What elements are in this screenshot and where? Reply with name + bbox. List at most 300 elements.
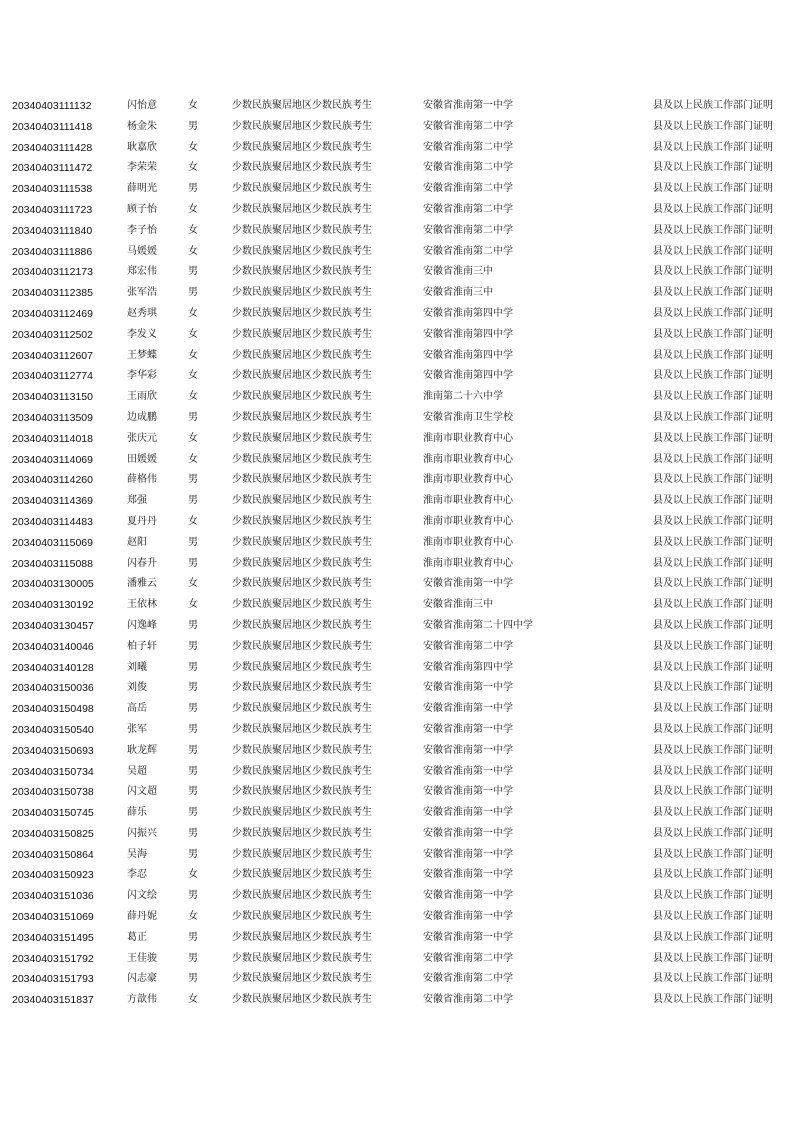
cell-name: 张庆元 xyxy=(127,432,157,444)
cell-school: 安徽省淮南第一中学 xyxy=(423,827,513,839)
cell-school: 安徽省淮南第二中学 xyxy=(423,245,513,257)
table-row xyxy=(0,221,794,242)
cell-school: 淮南市职业教育中心 xyxy=(423,453,513,465)
cell-category: 少数民族聚居地区少数民族考生 xyxy=(232,703,372,715)
cell-name: 闪怡意 xyxy=(127,100,157,111)
cell-name: 耿龙辉 xyxy=(127,744,157,756)
cell-school: 淮南市职业教育中心 xyxy=(423,474,513,486)
cell-school: 淮南市职业教育中心 xyxy=(423,495,513,507)
cell-school: 安徽省淮南第四中学 xyxy=(423,307,513,319)
table-row xyxy=(0,845,794,866)
cell-proof: 县及以上民族工作部门证明 xyxy=(653,307,773,319)
cell-school: 淮南市职业教育中心 xyxy=(423,432,513,444)
cell-exam-id: 20340403111723 xyxy=(12,203,93,216)
cell-category: 少数民族聚居地区少数民族考生 xyxy=(232,411,372,423)
cell-proof: 县及以上民族工作部门证明 xyxy=(653,786,773,798)
cell-name: 薛明光 xyxy=(127,183,157,195)
cell-school: 安徽省淮南第二中学 xyxy=(423,162,513,174)
cell-category: 少数民族聚居地区少数民族考生 xyxy=(232,744,372,756)
cell-sex: 女 xyxy=(188,391,198,403)
cell-school: 安徽省淮南第一中学 xyxy=(423,807,513,819)
cell-proof: 县及以上民族工作部门证明 xyxy=(653,120,773,132)
cell-exam-id: 20340403150036 xyxy=(12,682,94,695)
table-row xyxy=(0,969,794,990)
cell-proof: 县及以上民族工作部门证明 xyxy=(653,682,773,694)
cell-school: 安徽省淮南第四中学 xyxy=(423,349,513,361)
cell-sex: 女 xyxy=(188,453,198,465)
table-row xyxy=(0,283,794,304)
table-row xyxy=(0,470,794,491)
table-row xyxy=(0,554,794,575)
cell-category: 少数民族聚居地区少数民族考生 xyxy=(232,391,372,403)
table-row xyxy=(0,242,794,263)
cell-category: 少数民族聚居地区少数民族考生 xyxy=(232,453,372,465)
cell-category: 少数民族聚居地区少数民族考生 xyxy=(232,786,372,798)
cell-school: 安徽省淮南第二中学 xyxy=(423,224,513,236)
cell-category: 少数民族聚居地区少数民族考生 xyxy=(232,640,372,652)
cell-name: 吴超 xyxy=(127,765,147,777)
cell-proof: 县及以上民族工作部门证明 xyxy=(653,619,773,631)
cell-school: 安徽省淮南三中 xyxy=(423,266,493,278)
cell-sex: 男 xyxy=(188,786,198,798)
cell-proof: 县及以上民族工作部门证明 xyxy=(653,578,773,590)
cell-exam-id: 20340403111840 xyxy=(12,224,93,237)
cell-proof: 县及以上民族工作部门证明 xyxy=(653,557,773,569)
cell-exam-id: 20340403114260 xyxy=(12,474,93,487)
table-row xyxy=(0,949,794,970)
cell-category: 少数民族聚居地区少数民族考生 xyxy=(232,994,372,1006)
cell-name: 李华彩 xyxy=(127,370,157,382)
cell-category: 少数民族聚居地区少数民族考生 xyxy=(232,619,372,631)
cell-school: 淮南第二十六中学 xyxy=(423,391,503,403)
cell-category: 少数民族聚居地区少数民族考生 xyxy=(232,661,372,673)
cell-name: 闪文绘 xyxy=(127,890,157,902)
cell-exam-id: 20340403113509 xyxy=(12,411,93,424)
cell-exam-id: 20340403150738 xyxy=(12,786,94,799)
cell-category: 少数民族聚居地区少数民族考生 xyxy=(232,911,372,923)
cell-name: 闪文超 xyxy=(127,786,157,798)
cell-sex: 男 xyxy=(188,931,198,943)
cell-name: 张军 xyxy=(127,723,147,735)
cell-name: 薛丹妮 xyxy=(127,911,157,923)
cell-proof: 县及以上民族工作部门证明 xyxy=(653,141,773,153)
cell-category: 少数民族聚居地区少数民族考生 xyxy=(232,100,372,111)
cell-exam-id: 20340403151036 xyxy=(12,890,94,903)
cell-school: 安徽省淮南第一中学 xyxy=(423,703,513,715)
cell-school: 安徽省淮南第一中学 xyxy=(423,100,513,111)
cell-exam-id: 20340403151792 xyxy=(12,952,94,965)
cell-exam-id: 20340403114069 xyxy=(12,453,93,466)
cell-category: 少数民族聚居地区少数民族考生 xyxy=(232,162,372,174)
cell-category: 少数民族聚居地区少数民族考生 xyxy=(232,890,372,902)
table-row xyxy=(0,387,794,408)
table-row xyxy=(0,824,794,845)
cell-school: 安徽省淮南第一中学 xyxy=(423,848,513,860)
cell-exam-id: 20340403150864 xyxy=(12,848,94,861)
cell-exam-id: 20340403112774 xyxy=(12,370,93,383)
cell-exam-id: 20340403111132 xyxy=(12,100,92,112)
cell-school: 安徽省淮南第一中学 xyxy=(423,931,513,943)
cell-sex: 男 xyxy=(188,661,198,673)
cell-name: 薛乐 xyxy=(127,807,147,819)
table-row xyxy=(0,678,794,699)
cell-name: 王依林 xyxy=(127,599,157,611)
cell-sex: 男 xyxy=(188,619,198,631)
cell-category: 少数民族聚居地区少数民族考生 xyxy=(232,515,372,527)
cell-proof: 县及以上民族工作部门证明 xyxy=(653,765,773,777)
cell-sex: 女 xyxy=(188,307,198,319)
cell-sex: 女 xyxy=(188,328,198,340)
cell-school: 安徽省淮南第一中学 xyxy=(423,911,513,923)
cell-sex: 男 xyxy=(188,848,198,860)
cell-school: 安徽省淮南第一中学 xyxy=(423,786,513,798)
table-row xyxy=(0,179,794,200)
table-row xyxy=(0,865,794,886)
cell-category: 少数民族聚居地区少数民族考生 xyxy=(232,183,372,195)
cell-sex: 男 xyxy=(188,557,198,569)
cell-proof: 县及以上民族工作部门证明 xyxy=(653,744,773,756)
cell-school: 安徽省淮南第一中学 xyxy=(423,723,513,735)
cell-proof: 县及以上民族工作部门证明 xyxy=(653,183,773,195)
cell-name: 薛格伟 xyxy=(127,474,157,486)
cell-exam-id: 20340403150745 xyxy=(12,807,94,820)
cell-school: 安徽省淮南第四中学 xyxy=(423,661,513,673)
cell-exam-id: 20340403114018 xyxy=(12,432,93,445)
cell-proof: 县及以上民族工作部门证明 xyxy=(653,911,773,923)
table-row xyxy=(0,741,794,762)
cell-school: 安徽省淮南第二中学 xyxy=(423,120,513,132)
cell-school: 安徽省淮南第四中学 xyxy=(423,370,513,382)
cell-category: 少数民族聚居地区少数民族考生 xyxy=(232,307,372,319)
table-row xyxy=(0,138,794,159)
cell-proof: 县及以上民族工作部门证明 xyxy=(653,723,773,735)
table-row xyxy=(0,907,794,928)
cell-sex: 女 xyxy=(188,432,198,444)
cell-sex: 男 xyxy=(188,973,198,985)
cell-name: 顾子怡 xyxy=(127,203,157,215)
cell-exam-id: 20340403151793 xyxy=(12,973,94,986)
cell-proof: 县及以上民族工作部门证明 xyxy=(653,536,773,548)
cell-exam-id: 20340403151837 xyxy=(12,994,94,1007)
cell-proof: 县及以上民族工作部门证明 xyxy=(653,703,773,715)
cell-proof: 县及以上民族工作部门证明 xyxy=(653,952,773,964)
cell-exam-id: 20340403130192 xyxy=(12,599,94,612)
cell-category: 少数民族聚居地区少数民族考生 xyxy=(232,266,372,278)
cell-exam-id: 20340403130457 xyxy=(12,619,94,632)
table-row xyxy=(0,346,794,367)
cell-name: 闪振兴 xyxy=(127,827,157,839)
cell-school: 安徽省淮南第一中学 xyxy=(423,682,513,694)
cell-name: 刘曦 xyxy=(127,661,147,673)
cell-proof: 县及以上民族工作部门证明 xyxy=(653,869,773,881)
cell-name: 葛正 xyxy=(127,931,147,943)
cell-category: 少数民族聚居地区少数民族考生 xyxy=(232,224,372,236)
cell-proof: 县及以上民族工作部门证明 xyxy=(653,515,773,527)
table-row xyxy=(0,304,794,325)
cell-category: 少数民族聚居地区少数民族考生 xyxy=(232,203,372,215)
cell-category: 少数民族聚居地区少数民族考生 xyxy=(232,599,372,611)
cell-sex: 男 xyxy=(188,120,198,132)
cell-exam-id: 20340403111428 xyxy=(12,141,93,154)
cell-category: 少数民族聚居地区少数民族考生 xyxy=(232,370,372,382)
cell-name: 闪志豪 xyxy=(127,973,157,985)
cell-category: 少数民族聚居地区少数民族考生 xyxy=(232,536,372,548)
cell-name: 柏子轩 xyxy=(127,640,157,652)
cell-proof: 县及以上民族工作部门证明 xyxy=(653,266,773,278)
cell-category: 少数民族聚居地区少数民族考生 xyxy=(232,952,372,964)
cell-school: 安徽省淮南第二十四中学 xyxy=(423,619,533,631)
cell-category: 少数民族聚居地区少数民族考生 xyxy=(232,474,372,486)
cell-category: 少数民族聚居地区少数民族考生 xyxy=(232,287,372,299)
cell-name: 赵秀琪 xyxy=(127,307,157,319)
cell-category: 少数民族聚居地区少数民族考生 xyxy=(232,807,372,819)
cell-proof: 县及以上民族工作部门证明 xyxy=(653,807,773,819)
cell-name: 夏丹丹 xyxy=(127,515,157,527)
cell-school: 安徽省淮南第二中学 xyxy=(423,994,513,1006)
cell-exam-id: 20340403130005 xyxy=(12,578,94,591)
cell-sex: 男 xyxy=(188,287,198,299)
cell-sex: 女 xyxy=(188,141,198,153)
cell-sex: 男 xyxy=(188,744,198,756)
cell-name: 李荣荣 xyxy=(127,162,157,174)
student-list-table xyxy=(0,96,794,1011)
cell-school: 淮南市职业教育中心 xyxy=(423,536,513,548)
cell-category: 少数民族聚居地区少数民族考生 xyxy=(232,931,372,943)
cell-school: 安徽省淮南第一中学 xyxy=(423,869,513,881)
cell-school: 安徽省淮南三中 xyxy=(423,599,493,611)
cell-proof: 县及以上民族工作部门证明 xyxy=(653,474,773,486)
cell-category: 少数民族聚居地区少数民族考生 xyxy=(232,432,372,444)
cell-sex: 女 xyxy=(188,100,198,111)
cell-category: 少数民族聚居地区少数民族考生 xyxy=(232,973,372,985)
cell-name: 王雨欣 xyxy=(127,391,157,403)
cell-sex: 女 xyxy=(188,349,198,361)
cell-proof: 县及以上民族工作部门证明 xyxy=(653,391,773,403)
cell-name: 马媛媛 xyxy=(127,245,157,257)
cell-name: 杨金朱 xyxy=(127,120,157,132)
cell-sex: 男 xyxy=(188,765,198,777)
table-row xyxy=(0,262,794,283)
cell-proof: 县及以上民族工作部门证明 xyxy=(653,994,773,1006)
cell-school: 安徽省淮南第二中学 xyxy=(423,973,513,985)
cell-exam-id: 20340403111418 xyxy=(12,120,93,133)
cell-school: 安徽省淮南第一中学 xyxy=(423,765,513,777)
cell-sex: 男 xyxy=(188,536,198,548)
cell-name: 李发义 xyxy=(127,328,157,340)
table-row xyxy=(0,117,794,138)
cell-proof: 县及以上民族工作部门证明 xyxy=(653,890,773,902)
cell-school: 淮南市职业教育中心 xyxy=(423,557,513,569)
cell-proof: 县及以上民族工作部门证明 xyxy=(653,203,773,215)
cell-exam-id: 20340403151495 xyxy=(12,931,94,944)
cell-category: 少数民族聚居地区少数民族考生 xyxy=(232,557,372,569)
cell-sex: 男 xyxy=(188,807,198,819)
table-row xyxy=(0,782,794,803)
cell-proof: 县及以上民族工作部门证明 xyxy=(653,100,773,111)
cell-name: 赵阳 xyxy=(127,536,147,548)
cell-exam-id: 20340403112607 xyxy=(12,349,93,362)
cell-category: 少数民族聚居地区少数民族考生 xyxy=(232,827,372,839)
cell-sex: 男 xyxy=(188,890,198,902)
cell-school: 安徽省淮南第二中学 xyxy=(423,952,513,964)
cell-sex: 男 xyxy=(188,952,198,964)
table-row xyxy=(0,366,794,387)
cell-category: 少数民族聚居地区少数民族考生 xyxy=(232,848,372,860)
cell-sex: 女 xyxy=(188,578,198,590)
cell-sex: 男 xyxy=(188,703,198,715)
cell-sex: 女 xyxy=(188,911,198,923)
cell-name: 刘俊 xyxy=(127,682,147,694)
cell-sex: 女 xyxy=(188,245,198,257)
cell-category: 少数民族聚居地区少数民族考生 xyxy=(232,765,372,777)
cell-name: 田媛媛 xyxy=(127,453,157,465)
cell-proof: 县及以上民族工作部门证明 xyxy=(653,827,773,839)
cell-proof: 县及以上民族工作部门证明 xyxy=(653,973,773,985)
cell-school: 安徽省淮南三中 xyxy=(423,287,493,299)
cell-exam-id: 20340403151069 xyxy=(12,911,94,924)
cell-exam-id: 20340403111538 xyxy=(12,183,93,196)
cell-exam-id: 20340403150825 xyxy=(12,827,94,840)
table-row xyxy=(0,886,794,907)
table-row xyxy=(0,762,794,783)
cell-category: 少数民族聚居地区少数民族考生 xyxy=(232,682,372,694)
cell-sex: 女 xyxy=(188,599,198,611)
cell-proof: 县及以上民族工作部门证明 xyxy=(653,287,773,299)
cell-name: 方歆伟 xyxy=(127,994,157,1006)
cell-proof: 县及以上民族工作部门证明 xyxy=(653,328,773,340)
cell-school: 安徽省淮南第一中学 xyxy=(423,744,513,756)
cell-name: 高岳 xyxy=(127,703,147,715)
cell-school: 淮南市职业教育中心 xyxy=(423,515,513,527)
cell-category: 少数民族聚居地区少数民族考生 xyxy=(232,328,372,340)
cell-proof: 县及以上民族工作部门证明 xyxy=(653,245,773,257)
cell-sex: 男 xyxy=(188,723,198,735)
cell-exam-id: 20340403114369 xyxy=(12,495,93,508)
cell-school: 安徽省淮南第一中学 xyxy=(423,890,513,902)
cell-proof: 县及以上民族工作部门证明 xyxy=(653,453,773,465)
cell-name: 吴海 xyxy=(127,848,147,860)
cell-exam-id: 20340403150734 xyxy=(12,765,94,778)
cell-proof: 县及以上民族工作部门证明 xyxy=(653,411,773,423)
cell-exam-id: 20340403115088 xyxy=(12,557,93,570)
table-row xyxy=(0,450,794,471)
cell-exam-id: 20340403140046 xyxy=(12,640,94,653)
cell-sex: 女 xyxy=(188,869,198,881)
cell-sex: 女 xyxy=(188,515,198,527)
cell-name: 李忍 xyxy=(127,869,147,881)
table-row xyxy=(0,200,794,221)
cell-school: 安徽省淮南第二中学 xyxy=(423,183,513,195)
cell-proof: 县及以上民族工作部门证明 xyxy=(653,599,773,611)
table-row xyxy=(0,325,794,346)
cell-proof: 县及以上民族工作部门证明 xyxy=(653,848,773,860)
cell-exam-id: 20340403150923 xyxy=(12,869,94,882)
cell-proof: 县及以上民族工作部门证明 xyxy=(653,432,773,444)
cell-category: 少数民族聚居地区少数民族考生 xyxy=(232,349,372,361)
table-row xyxy=(0,533,794,554)
cell-category: 少数民族聚居地区少数民族考生 xyxy=(232,578,372,590)
cell-school: 安徽省淮南第二中学 xyxy=(423,203,513,215)
table-row xyxy=(0,699,794,720)
cell-exam-id: 20340403113150 xyxy=(12,391,93,404)
cell-school: 安徽省淮南第二中学 xyxy=(423,640,513,652)
cell-sex: 男 xyxy=(188,183,198,195)
cell-category: 少数民族聚居地区少数民族考生 xyxy=(232,141,372,153)
cell-sex: 男 xyxy=(188,411,198,423)
cell-name: 王梦蝶 xyxy=(127,349,157,361)
cell-name: 张军浩 xyxy=(127,287,157,299)
cell-school: 安徽省淮南第二中学 xyxy=(423,141,513,153)
cell-exam-id: 20340403150498 xyxy=(12,703,94,716)
cell-sex: 男 xyxy=(188,474,198,486)
table-row xyxy=(0,491,794,512)
table-row xyxy=(0,158,794,179)
cell-sex: 女 xyxy=(188,203,198,215)
table-row xyxy=(0,96,794,117)
cell-category: 少数民族聚居地区少数民族考生 xyxy=(232,723,372,735)
cell-proof: 县及以上民族工作部门证明 xyxy=(653,661,773,673)
cell-category: 少数民族聚居地区少数民族考生 xyxy=(232,120,372,132)
cell-sex: 男 xyxy=(188,827,198,839)
cell-name: 王佳骏 xyxy=(127,952,157,964)
cell-school: 安徽省淮南第一中学 xyxy=(423,578,513,590)
cell-name: 耿嘉欣 xyxy=(127,141,157,153)
cell-exam-id: 20340403140128 xyxy=(12,661,94,674)
cell-category: 少数民族聚居地区少数民族考生 xyxy=(232,245,372,257)
cell-proof: 县及以上民族工作部门证明 xyxy=(653,495,773,507)
cell-name: 潘雅云 xyxy=(127,578,157,590)
cell-sex: 男 xyxy=(188,640,198,652)
cell-name: 闪春升 xyxy=(127,557,157,569)
table-row xyxy=(0,658,794,679)
cell-category: 少数民族聚居地区少数民族考生 xyxy=(232,495,372,507)
cell-exam-id: 20340403114483 xyxy=(12,515,93,528)
cell-name: 闪逸峰 xyxy=(127,619,157,631)
cell-exam-id: 20340403112469 xyxy=(12,307,93,320)
cell-sex: 女 xyxy=(188,370,198,382)
cell-sex: 女 xyxy=(188,162,198,174)
cell-proof: 县及以上民族工作部门证明 xyxy=(653,370,773,382)
table-row xyxy=(0,990,794,1011)
cell-school: 安徽省淮南第四中学 xyxy=(423,328,513,340)
cell-exam-id: 20340403111886 xyxy=(12,245,93,258)
cell-name: 郑强 xyxy=(127,495,147,507)
cell-sex: 男 xyxy=(188,266,198,278)
table-row xyxy=(0,574,794,595)
cell-proof: 县及以上民族工作部门证明 xyxy=(653,224,773,236)
cell-school: 安徽省淮南卫生学校 xyxy=(423,411,513,423)
table-row xyxy=(0,803,794,824)
cell-name: 李子怡 xyxy=(127,224,157,236)
cell-sex: 男 xyxy=(188,495,198,507)
cell-category: 少数民族聚居地区少数民族考生 xyxy=(232,869,372,881)
table-row xyxy=(0,637,794,658)
cell-proof: 县及以上民族工作部门证明 xyxy=(653,349,773,361)
cell-proof: 县及以上民族工作部门证明 xyxy=(653,162,773,174)
cell-proof: 县及以上民族工作部门证明 xyxy=(653,931,773,943)
cell-exam-id: 20340403115069 xyxy=(12,536,93,549)
table-row xyxy=(0,595,794,616)
cell-sex: 女 xyxy=(188,994,198,1006)
cell-exam-id: 20340403112173 xyxy=(12,266,93,279)
cell-exam-id: 20340403150693 xyxy=(12,744,94,757)
cell-sex: 男 xyxy=(188,682,198,694)
cell-exam-id: 20340403112502 xyxy=(12,328,93,341)
table-row xyxy=(0,616,794,637)
table-row xyxy=(0,429,794,450)
cell-exam-id: 20340403111472 xyxy=(12,162,93,175)
cell-exam-id: 20340403150540 xyxy=(12,723,94,736)
